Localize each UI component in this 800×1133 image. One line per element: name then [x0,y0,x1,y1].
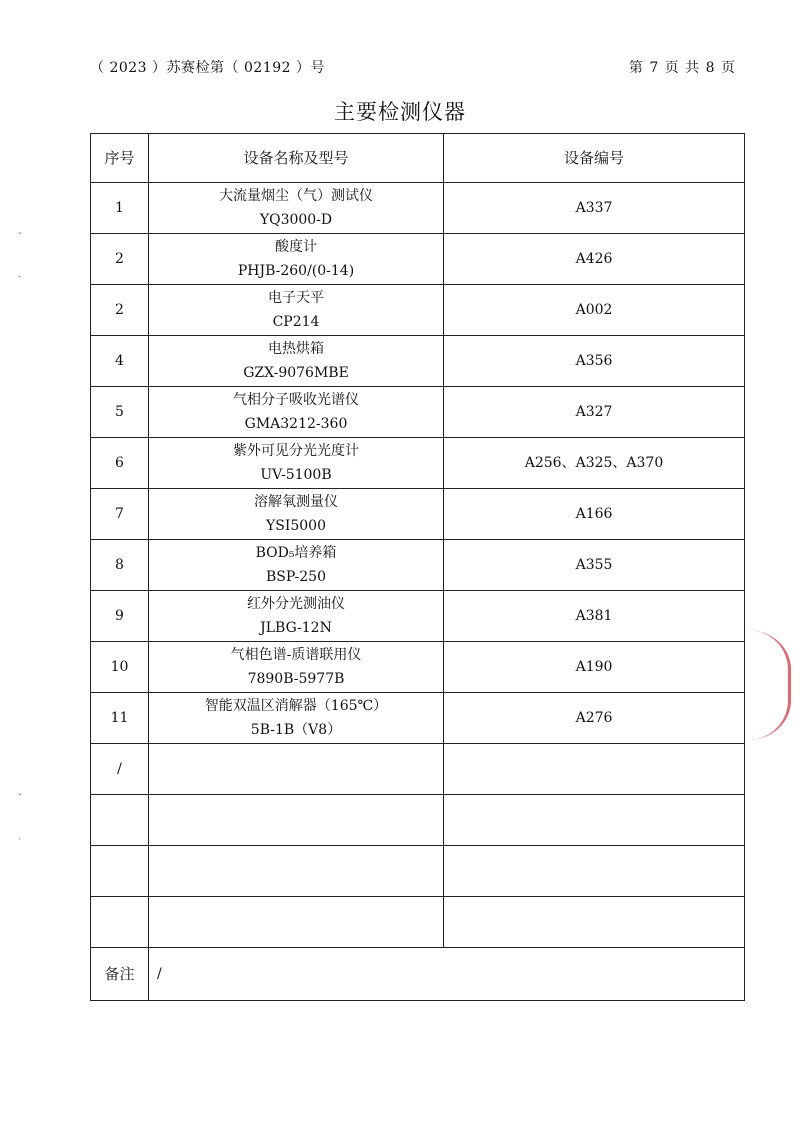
row-number: 5 [91,387,149,438]
equipment-code: A355 [444,540,745,591]
page-title: 主要检测仪器 [334,100,466,124]
remarks-value: / [149,948,745,1001]
empty-cell-code [444,897,745,948]
table-row-empty [91,795,745,846]
column-header-code: 设备编号 [444,134,745,183]
equipment-name: 智能双温区消解器（165℃） [204,698,388,714]
empty-cell-no [91,846,149,897]
table-row [91,336,745,387]
row-number: 4 [91,336,149,387]
equipment-name: 气相色谱-质谱联用仪 [230,647,362,663]
empty-cell-name [149,795,444,846]
table-row [91,489,745,540]
equipment-name: 溶解氧测量仪 [254,494,338,510]
empty-cell-name [149,897,444,948]
equipment-name-model [149,285,444,336]
margin-mark: · [18,835,21,845]
equipment-name: 红外分光测油仪 [247,596,345,612]
row-number: 11 [91,693,149,744]
equipment-code: A256、A325、A370 [444,438,745,489]
table-row [91,183,745,234]
seal-stamp-edge [748,630,791,740]
margin-mark: - [18,272,22,282]
equipment-model: CP214 [272,314,320,330]
equipment-name-model [149,642,444,693]
empty-cell-no: / [91,744,149,795]
table-row [91,387,745,438]
equipment-model: GZX-9076MBE [243,365,349,381]
equipment-name-model [149,387,444,438]
equipment-model: 7890B-5977B [247,671,345,687]
equipment-name: BOD₅培养箱 [255,545,337,561]
equipment-code: A337 [444,183,745,234]
equipment-code: A327 [444,387,745,438]
row-number: 8 [91,540,149,591]
page-indicator: 第 7 页 共 8 页 [628,60,736,76]
row-number: 1 [91,183,149,234]
equipment-name-model [149,234,444,285]
equipment-name: 大流量烟尘（气）测试仪 [219,188,373,204]
equipment-model: UV-5100B [260,467,332,483]
equipment-name-model [149,336,444,387]
empty-cell-no [91,795,149,846]
equipment-model: PHJB-260/(0-14) [237,263,355,279]
equipment-name-model [149,183,444,234]
row-number: 2 [91,285,149,336]
table-row [91,642,745,693]
equipment-name-model [149,489,444,540]
equipment-code: A356 [444,336,745,387]
equipment-name-model [149,438,444,489]
equipment-model: 5B-1B（V8） [250,722,342,738]
equipment-name-model [149,591,444,642]
equipment-code: A381 [444,591,745,642]
equipment-name-model [149,693,444,744]
empty-cell-code [444,795,745,846]
table-row [91,438,745,489]
empty-cell-no [91,897,149,948]
equipment-model: GMA3212-360 [244,416,348,432]
row-number: 7 [91,489,149,540]
equipment-model: YQ3000-D [259,212,333,228]
empty-cell-name [149,846,444,897]
empty-cell-code [444,846,745,897]
equipment-code: A190 [444,642,745,693]
equipment-model: JLBG-12N [260,620,332,636]
table-header-row [91,134,745,183]
table-row [91,693,745,744]
equipment-model: YSI5000 [266,518,326,534]
table-row [91,540,745,591]
equipment-name: 气相分子吸收光谱仪 [233,392,359,408]
row-number: 9 [91,591,149,642]
margin-mark: ˇ [18,233,23,243]
equipment-table [90,133,745,1001]
column-header-name-model: 设备名称及型号 [149,134,444,183]
table-row-empty [91,897,745,948]
table-row-empty [91,744,745,795]
equipment-model: BSP-250 [266,569,326,585]
row-number: 10 [91,642,149,693]
equipment-code: A276 [444,693,745,744]
remarks-label: 备注 [91,948,149,1001]
row-number: 6 [91,438,149,489]
table-row-empty [91,846,745,897]
equipment-code: A002 [444,285,745,336]
equipment-name-model [149,540,444,591]
document-number: （ 2023 ）苏赛检第（ 02192 ）号 [90,60,325,76]
row-number: 2 [91,234,149,285]
table-row [91,591,745,642]
empty-cell-code [444,744,745,795]
empty-cell-name [149,744,444,795]
equipment-name: 酸度计 [275,239,317,255]
remarks-row [91,948,745,1001]
margin-mark: ˇ [18,794,23,804]
equipment-name: 紫外可见分光光度计 [233,443,359,459]
column-header-no: 序号 [91,134,149,183]
equipment-name: 电热烘箱 [268,341,324,357]
table-row [91,285,745,336]
table-row [91,234,745,285]
equipment-name: 电子天平 [268,290,324,306]
equipment-code: A426 [444,234,745,285]
equipment-code: A166 [444,489,745,540]
